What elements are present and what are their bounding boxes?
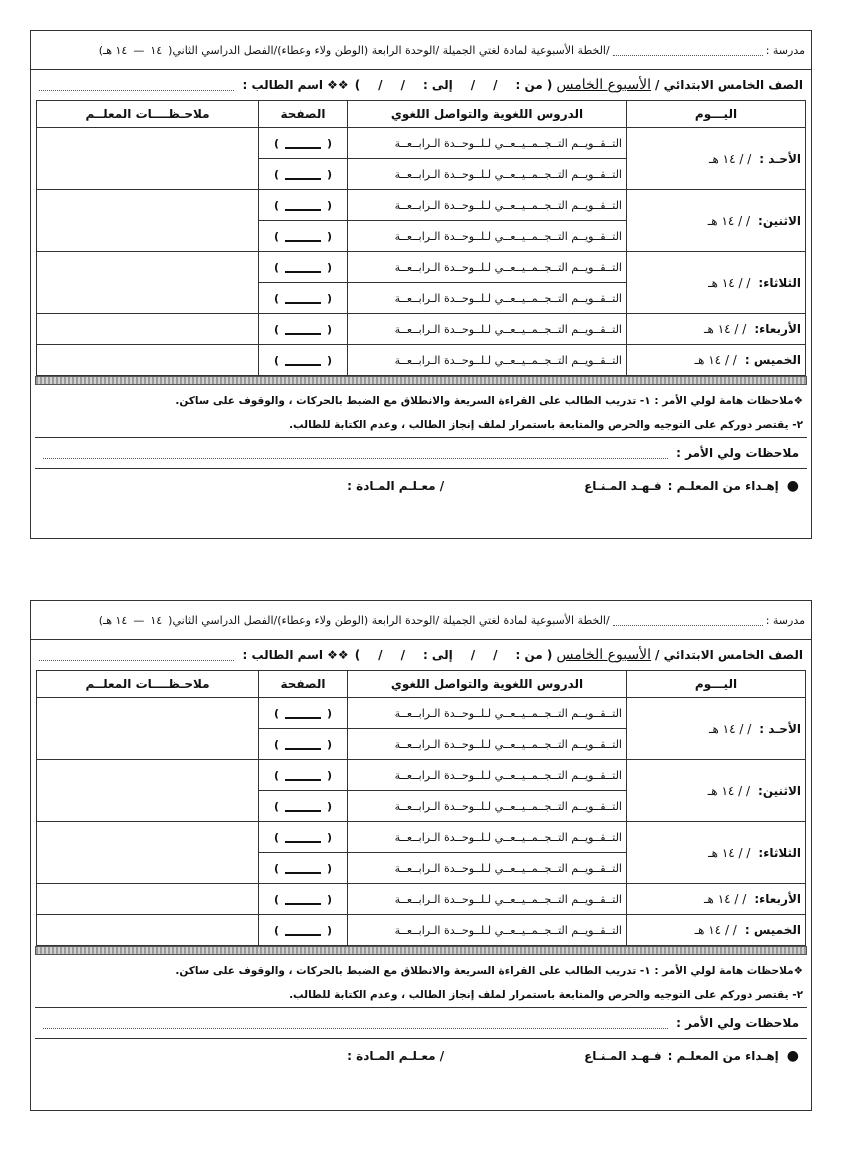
page-cell[interactable]: () [259,221,348,252]
note-line-2: ٢- يقتصر دوركم على التوجيه والحرص والمتابعة باستمرار لملف إنجاز الطالب ، وعدم الكتابة للطالب. [289,989,803,1001]
plan-title: /الخطة الأسبوعية لمادة لغتي الجميلة /الوحدة الرابعة (الوطن ولاء وعطاء)/الفصل الدراسي الثاني( [168,613,610,627]
teacher-notes-cell[interactable] [37,128,259,190]
teacher-notes-cell[interactable] [37,252,259,314]
subject-teacher-label: / معـلـم المـادة : [347,1049,445,1063]
grade-label: الصف الخامس الابتدائي / [655,78,803,92]
teacher-notes-cell[interactable] [37,915,259,946]
weekly-plan-sheet [30,30,812,539]
day-thursday: الخميس :/ / ١٤ هـ [627,915,806,946]
lesson-cell: التــقــويــم التــجــمــيــعــي لـلــوحــدة الـرابــعــة [348,221,627,252]
lesson-cell: التــقــويــم التــجــمــيــعــي لـلــوحــدة الـرابــعــة [348,853,627,884]
day-wednesday: الأربعاء:/ / ١٤ هـ [627,314,806,345]
lesson-cell: التــقــويــم التــجــمــيــعــي لـلــوحــدة الـرابــعــة [348,760,627,791]
subject-teacher-label: / معـلـم المـادة : [347,479,445,493]
lesson-cell: التــقــويــم التــجــمــيــعــي لـلــوحــدة الـرابــعــة [348,159,627,190]
divider [35,946,807,955]
dedication-label: إهـداء من المعلـم : [667,1049,779,1063]
grade-label: الصف الخامس الابتدائي / [655,648,803,662]
weekly-plan-sheet [30,600,812,1111]
class-week-line: الصف الخامس الابتدائي / الأسبوع الخامس ( من : / / إلى : / / ) ❖❖ اسم الطالب : [31,640,811,670]
page-cell[interactable]: () [259,345,348,376]
school-label: مدرسة : [765,43,805,57]
page-cell[interactable]: () [259,729,348,760]
week-label: الأسبوع الخامس [556,77,652,93]
student-name-label: ❖❖ اسم الطالب : [242,78,349,92]
page-cell[interactable]: () [259,822,348,853]
lesson-cell: التــقــويــم التــجــمــيــعــي لـلــوحــدة الـرابــعــة [348,822,627,853]
student-name-label: ❖❖ اسم الطالب : [242,648,349,662]
lesson-cell: التــقــويــم التــجــمــيــعــي لـلــوحــدة الـرابــعــة [348,252,627,283]
page-cell[interactable]: () [259,128,348,159]
bullet-icon: ● [786,1048,799,1064]
page-cell[interactable]: () [259,853,348,884]
footer [31,1039,811,1073]
footer [31,469,811,503]
day-header: اليـــوم [627,671,806,698]
lesson-cell: التــقــويــم التــجــمــيــعــي لـلــوحــدة الـرابــعــة [348,345,627,376]
teacher-notes-cell[interactable] [37,760,259,822]
parent-notes-field[interactable] [43,448,668,459]
teacher-notes-cell[interactable] [37,190,259,252]
notes-header: ملاحـظــــات المعلــم [37,671,259,698]
page-cell[interactable]: () [259,698,348,729]
day-thursday: الخميس :/ / ١٤ هـ [627,345,806,376]
lesson-cell: التــقــويــم التــجــمــيــعــي لـلــوحــدة الـرابــعــة [348,791,627,822]
parent-notes-instructions [31,385,811,437]
student-name-field[interactable] [39,650,234,661]
teacher-name: فـهـد المـنـاع [584,1049,662,1063]
parent-notes-field[interactable] [43,1018,668,1029]
note-line-2: ٢- يقتصر دوركم على التوجيه والحرص والمتابعة باستمرار لملف إنجاز الطالب ، وعدم الكتابة للطالب. [289,419,803,431]
page-cell[interactable]: () [259,884,348,915]
parent-notes-row [35,437,807,469]
day-tuesday: الثلاثاء:/ / ١٤ هـ [627,252,806,314]
lesson-cell: التــقــويــم التــجــمــيــعــي لـلــوحــدة الـرابــعــة [348,283,627,314]
parent-notes-row [35,1007,807,1039]
day-sunday: الأحـد :/ / ١٤ هـ [627,128,806,190]
lesson-cell: التــقــويــم التــجــمــيــعــي لـلــوحــدة الـرابــعــة [348,915,627,946]
page-cell[interactable]: () [259,791,348,822]
parent-notes-instructions [31,955,811,1007]
school-field[interactable] [613,615,763,626]
lesson-cell: التــقــويــم التــجــمــيــعــي لـلــوحــدة الـرابــعــة [348,729,627,760]
lesson-cell: التــقــويــم التــجــمــيــعــي لـلــوحــدة الـرابــعــة [348,698,627,729]
school-label: مدرسة : [765,613,805,627]
page-header: الصفحة [259,101,348,128]
plan-header: مدرسة : /الخطة الأسبوعية لمادة لغتي الجميلة /الوحدة الرابعة (الوطن ولاء وعطاء)/الفصل الدراسي الثاني( ١٤ — ١٤ هـ) [31,31,811,70]
lesson-cell: التــقــويــم التــجــمــيــعــي لـلــوحــدة الـرابــعــة [348,190,627,221]
lessons-header: الدروس اللغوية والتواصل اللغوي [348,101,627,128]
day-tuesday: الثلاثاء:/ / ١٤ هـ [627,822,806,884]
page-cell[interactable]: () [259,915,348,946]
week-label: الأسبوع الخامس [556,647,652,663]
bullet-icon: ● [786,478,799,494]
teacher-notes-cell[interactable] [37,345,259,376]
note-line-1: ❖ملاحظات هامة لولي الأمر : ١- تدريب الطالب على القراءة السريعة والانطلاق مع الضبط بالحركات ، والوقوف على ساكن. [175,395,803,407]
plan-header: مدرسة : /الخطة الأسبوعية لمادة لغتي الجميلة /الوحدة الرابعة (الوطن ولاء وعطاء)/الفصل الدراسي الثاني( ١٤ — ١٤ هـ) [31,601,811,640]
teacher-name: فـهـد المـنـاع [584,479,662,493]
page-cell[interactable]: () [259,283,348,314]
teacher-notes-cell[interactable] [37,884,259,915]
teacher-notes-cell[interactable] [37,822,259,884]
day-wednesday: الأربعاء:/ / ١٤ هـ [627,884,806,915]
page-cell[interactable]: () [259,760,348,791]
dedication-label: إهـداء من المعلـم : [667,479,779,493]
class-week-line: الصف الخامس الابتدائي / الأسبوع الخامس ( من : / / إلى : / / ) ❖❖ اسم الطالب : [31,70,811,100]
teacher-notes-cell[interactable] [37,314,259,345]
day-sunday: الأحـد :/ / ١٤ هـ [627,698,806,760]
page-header: الصفحة [259,671,348,698]
page-cell[interactable]: () [259,159,348,190]
page-cell[interactable]: () [259,190,348,221]
day-header: اليـــوم [627,101,806,128]
day-monday: الاثنين:/ / ١٤ هـ [627,190,806,252]
day-monday: الاثنين:/ / ١٤ هـ [627,760,806,822]
lesson-cell: التــقــويــم التــجــمــيــعــي لـلــوحــدة الـرابــعــة [348,128,627,159]
parent-notes-label: ملاحظات ولي الأمر : [676,446,799,460]
lesson-cell: التــقــويــم التــجــمــيــعــي لـلــوحــدة الـرابــعــة [348,884,627,915]
lessons-table [36,670,806,946]
school-field[interactable] [613,45,763,56]
divider [35,376,807,385]
student-name-field[interactable] [39,80,234,91]
note-line-1: ❖ملاحظات هامة لولي الأمر : ١- تدريب الطالب على القراءة السريعة والانطلاق مع الضبط بالحركات ، والوقوف على ساكن. [175,965,803,977]
page-cell[interactable]: () [259,314,348,345]
notes-header: ملاحـظــــات المعلــم [37,101,259,128]
teacher-notes-cell[interactable] [37,698,259,760]
lessons-header: الدروس اللغوية والتواصل اللغوي [348,671,627,698]
lessons-table [36,100,806,376]
page-cell[interactable]: () [259,252,348,283]
plan-title: /الخطة الأسبوعية لمادة لغتي الجميلة /الوحدة الرابعة (الوطن ولاء وعطاء)/الفصل الدراسي الثاني( [168,43,610,57]
parent-notes-label: ملاحظات ولي الأمر : [676,1016,799,1030]
lesson-cell: التــقــويــم التــجــمــيــعــي لـلــوحــدة الـرابــعــة [348,314,627,345]
